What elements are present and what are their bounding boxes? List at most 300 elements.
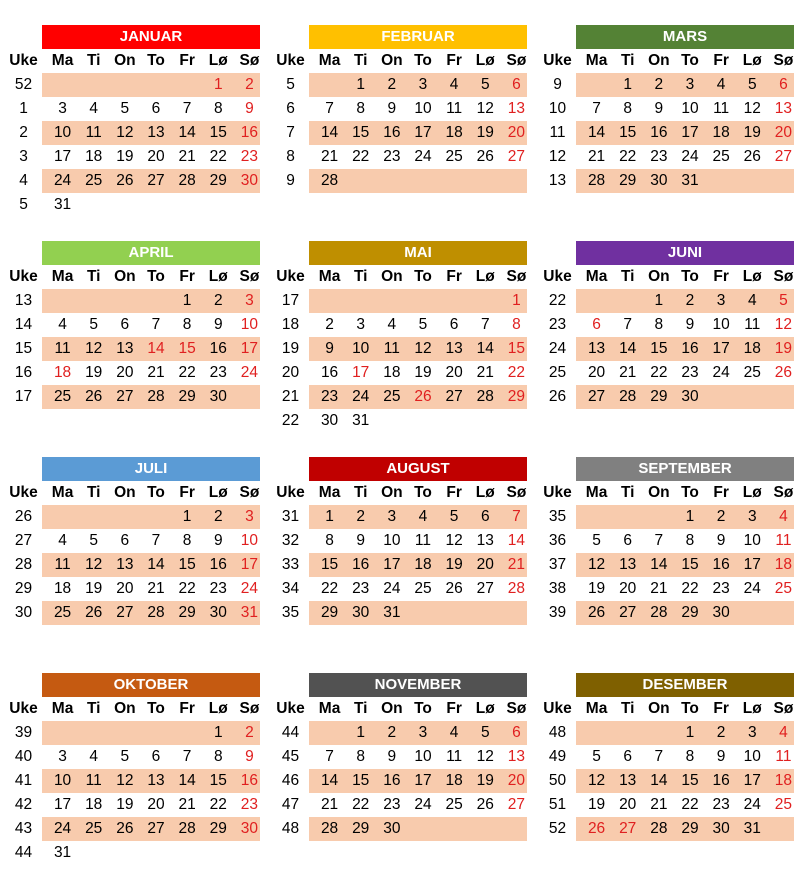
date: 28 — [320, 172, 339, 189]
weekday-header: Fr — [713, 700, 729, 717]
date: 20 — [147, 148, 165, 165]
week-row — [5, 841, 265, 865]
week-row — [272, 289, 532, 313]
weekday-header: Ma — [585, 700, 608, 717]
date: 14 — [476, 340, 494, 357]
week-number: 11 — [549, 124, 566, 141]
month-title: JULI — [42, 457, 260, 481]
week-number: 10 — [548, 100, 567, 117]
date: 7 — [654, 532, 664, 549]
date: 25 — [445, 148, 463, 165]
weekday-header: On — [114, 268, 136, 285]
date: 26 — [476, 796, 494, 813]
weekday-header: Sø — [506, 484, 527, 501]
date: 26 — [587, 604, 606, 621]
weekday-header: On — [114, 52, 136, 69]
weekday-header: Sø — [773, 52, 794, 69]
date: 3 — [685, 76, 695, 93]
weekday-header: To — [147, 484, 165, 501]
date: 14 — [320, 124, 339, 141]
weekday-header: Lø — [475, 268, 495, 285]
date: 10 — [383, 532, 401, 549]
date: 29 — [681, 604, 699, 621]
holiday-date: 26 — [587, 820, 606, 837]
date: 19 — [476, 772, 494, 789]
weekday-header: Fr — [446, 52, 462, 69]
week-number: 52 — [548, 820, 567, 837]
date: 10 — [743, 748, 761, 765]
date: 12 — [743, 100, 761, 117]
holiday-date: 29 — [507, 388, 526, 405]
week-row — [272, 409, 532, 433]
date: 26 — [116, 820, 134, 837]
weekday-header: Sø — [239, 700, 260, 717]
date: 22 — [352, 148, 370, 165]
week-row — [539, 529, 799, 553]
date: 16 — [712, 772, 730, 789]
month-title: JUNI — [576, 241, 794, 265]
weekday-header: To — [414, 52, 432, 69]
week-row — [272, 73, 532, 97]
date: 13 — [147, 772, 165, 789]
week-row — [272, 337, 532, 361]
holiday-date: 6 — [592, 316, 601, 333]
holiday-date: 17 — [352, 364, 370, 381]
week-row — [272, 169, 532, 193]
week-number: 17 — [14, 388, 33, 405]
date: 9 — [716, 748, 726, 765]
week-row — [272, 121, 532, 145]
date: 24 — [414, 148, 432, 165]
weekday-header: Ti — [86, 700, 101, 717]
date: 20 — [476, 556, 494, 573]
date: 13 — [587, 340, 606, 357]
week-number: 52 — [14, 76, 33, 93]
date: 14 — [650, 556, 668, 573]
week-number: 44 — [14, 844, 33, 861]
date: 7 — [623, 316, 632, 333]
date: 12 — [476, 748, 494, 765]
weekday-header: Sø — [239, 268, 260, 285]
date: 13 — [116, 340, 134, 357]
weekday-header: Fr — [713, 484, 729, 501]
date: 29 — [681, 820, 699, 837]
week-number: 6 — [286, 100, 295, 117]
weekday-header: Sø — [773, 268, 794, 285]
week-row — [5, 145, 265, 169]
holiday-date: 31 — [240, 604, 259, 621]
date: 3 — [418, 76, 428, 93]
holiday-date: 11 — [775, 532, 792, 549]
week-number: 32 — [281, 532, 300, 549]
week-number: 3 — [19, 148, 28, 165]
date: 10 — [414, 100, 432, 117]
holiday-date: 15 — [178, 340, 196, 357]
date: 25 — [712, 148, 730, 165]
date: 30 — [681, 388, 699, 405]
weekday-header-row — [5, 265, 265, 289]
date: 23 — [650, 148, 668, 165]
holiday-date: 26 — [414, 388, 432, 405]
weekday-header: Fr — [179, 484, 195, 501]
week-row — [5, 601, 265, 625]
date: 28 — [476, 388, 494, 405]
week-number: 35 — [548, 508, 567, 525]
week-row — [272, 721, 532, 745]
holiday-date: 17 — [240, 556, 259, 573]
date: 30 — [712, 820, 730, 837]
date: 26 — [445, 580, 463, 597]
week-row — [539, 721, 799, 745]
date: 10 — [681, 100, 699, 117]
weekday-header: Ma — [585, 484, 608, 501]
holiday-date: 3 — [245, 292, 254, 309]
week-row — [539, 385, 799, 409]
week-row — [5, 97, 265, 121]
weekday-header: Lø — [208, 484, 228, 501]
week-row — [539, 289, 799, 313]
weekday-header: Ma — [585, 268, 608, 285]
month-title: APRIL — [42, 241, 260, 265]
date: 7 — [325, 100, 334, 117]
holiday-date: 6 — [512, 76, 521, 93]
date: 13 — [116, 556, 134, 573]
week-row — [5, 361, 265, 385]
week-row — [5, 73, 265, 97]
weekday-header: Ma — [51, 268, 74, 285]
holiday-date: 22 — [507, 364, 526, 381]
weekday-header: Ti — [620, 52, 635, 69]
date: 1 — [685, 508, 695, 525]
week-row — [539, 145, 799, 169]
date: 7 — [480, 316, 490, 333]
week-number: 35 — [281, 604, 300, 621]
week-row — [539, 505, 799, 529]
week-number: 13 — [548, 172, 567, 189]
date: 14 — [587, 124, 606, 141]
date: 20 — [116, 364, 134, 381]
week-number: 24 — [548, 340, 567, 357]
weekday-header: On — [381, 484, 403, 501]
date: 22 — [320, 580, 339, 597]
date: 18 — [445, 124, 463, 141]
week-row — [539, 121, 799, 145]
date: 5 — [120, 748, 130, 765]
date: 7 — [151, 316, 161, 333]
weekday-header: Ti — [620, 484, 635, 501]
date: 28 — [147, 388, 165, 405]
holiday-date: 11 — [775, 748, 792, 765]
date: 5 — [592, 748, 601, 765]
date: 3 — [58, 748, 67, 765]
weekday-header: Ti — [353, 484, 368, 501]
date: 21 — [320, 796, 339, 813]
weekday-header: Fr — [179, 700, 195, 717]
week-row — [272, 577, 532, 601]
week-number: 40 — [14, 748, 33, 765]
week-row — [539, 745, 799, 769]
date: 4 — [449, 76, 459, 93]
week-number: 31 — [281, 508, 300, 525]
weekday-header: Lø — [742, 52, 762, 69]
weekday-header: To — [147, 52, 165, 69]
date: 25 — [445, 796, 463, 813]
date: 29 — [209, 820, 227, 837]
date: 21 — [320, 148, 339, 165]
date: 25 — [85, 172, 103, 189]
date: 19 — [743, 124, 761, 141]
date: 4 — [418, 508, 428, 525]
date: 12 — [116, 124, 134, 141]
week-row — [272, 553, 532, 577]
date: 8 — [213, 748, 223, 765]
date: 30 — [352, 604, 370, 621]
date: 24 — [383, 580, 401, 597]
week-number: 39 — [14, 724, 33, 741]
date: 31 — [53, 844, 72, 861]
week-row — [539, 73, 799, 97]
date: 4 — [387, 316, 397, 333]
weekday-header: Lø — [742, 484, 762, 501]
date: 3 — [747, 724, 757, 741]
week-number: 36 — [548, 532, 567, 549]
holiday-date: 15 — [507, 340, 526, 357]
week-number: 48 — [548, 724, 567, 741]
date: 19 — [587, 580, 606, 597]
week-number-header: Uke — [543, 268, 572, 285]
holiday-date: 13 — [774, 100, 793, 117]
weekday-header: To — [681, 700, 699, 717]
date: 8 — [685, 532, 695, 549]
date: 5 — [120, 100, 130, 117]
date: 8 — [685, 748, 695, 765]
weekday-header: Ma — [51, 484, 74, 501]
date: 19 — [445, 556, 463, 573]
date: 7 — [592, 100, 601, 117]
weekday-header: Lø — [208, 700, 228, 717]
date: 16 — [681, 340, 699, 357]
date: 11 — [713, 100, 730, 117]
date: 30 — [383, 820, 401, 837]
weekday-header: Sø — [239, 484, 260, 501]
month-title: AUGUST — [309, 457, 527, 481]
date: 20 — [147, 796, 165, 813]
date: 17 — [743, 772, 761, 789]
date: 29 — [619, 172, 637, 189]
date: 24 — [681, 148, 699, 165]
date: 31 — [743, 820, 761, 837]
date: 11 — [54, 556, 71, 573]
weekday-header: Sø — [506, 52, 527, 69]
date: 22 — [681, 796, 699, 813]
date: 22 — [178, 580, 196, 597]
date: 18 — [414, 556, 432, 573]
week-row — [539, 361, 799, 385]
date: 21 — [476, 364, 494, 381]
date: 28 — [178, 172, 196, 189]
date: 15 — [209, 772, 227, 789]
holiday-date: 20 — [507, 772, 526, 789]
date: 5 — [747, 76, 757, 93]
weekday-header: Fr — [713, 52, 729, 69]
date: 7 — [654, 748, 664, 765]
weekday-header: Lø — [208, 268, 228, 285]
weekday-header: On — [381, 268, 403, 285]
weekday-header: Ti — [620, 268, 635, 285]
date: 15 — [650, 340, 668, 357]
holiday-date: 1 — [213, 76, 223, 93]
date: 9 — [716, 532, 726, 549]
date: 3 — [716, 292, 726, 309]
week-number: 49 — [548, 748, 567, 765]
date: 14 — [178, 772, 196, 789]
date: 27 — [476, 580, 494, 597]
week-number: 39 — [548, 604, 567, 621]
date: 19 — [116, 148, 134, 165]
date: 31 — [383, 604, 401, 621]
week-row — [5, 337, 265, 361]
date: 8 — [623, 100, 632, 117]
week-row — [5, 721, 265, 745]
date: 27 — [587, 388, 606, 405]
date: 20 — [116, 580, 134, 597]
date: 16 — [352, 556, 370, 573]
week-number: 23 — [548, 316, 567, 333]
month-title: OKTOBER — [42, 673, 260, 697]
date: 12 — [587, 556, 606, 573]
date: 22 — [681, 580, 699, 597]
weekday-header: Ti — [353, 700, 368, 717]
weekday-header: Ti — [620, 700, 635, 717]
date: 8 — [182, 316, 192, 333]
week-number: 20 — [281, 364, 300, 381]
date: 18 — [445, 772, 463, 789]
date: 15 — [209, 124, 227, 141]
date: 26 — [476, 148, 494, 165]
date: 6 — [151, 100, 161, 117]
date: 29 — [320, 604, 339, 621]
date: 27 — [116, 604, 134, 621]
weekday-header: Ti — [86, 52, 101, 69]
date: 22 — [650, 364, 668, 381]
date: 4 — [449, 724, 459, 741]
weekday-header-row — [272, 265, 532, 289]
date: 1 — [325, 508, 334, 525]
weekday-header: Fr — [446, 268, 462, 285]
date: 12 — [414, 340, 432, 357]
week-row — [5, 745, 265, 769]
week-number: 15 — [14, 340, 33, 357]
weekday-header: To — [681, 52, 699, 69]
date: 9 — [213, 316, 223, 333]
holiday-date: 27 — [507, 148, 526, 165]
week-row — [539, 553, 799, 577]
weekday-header-row — [5, 697, 265, 721]
weekday-header: Ma — [585, 52, 608, 69]
weekday-header: Lø — [742, 268, 762, 285]
date: 6 — [449, 316, 459, 333]
date: 2 — [213, 508, 223, 525]
date: 24 — [352, 388, 370, 405]
date: 24 — [712, 364, 730, 381]
date: 25 — [85, 820, 103, 837]
date: 17 — [414, 772, 432, 789]
date: 19 — [116, 796, 134, 813]
date: 25 — [743, 364, 761, 381]
date: 10 — [53, 124, 72, 141]
date: 5 — [449, 508, 459, 525]
holiday-date: 3 — [245, 508, 254, 525]
holiday-date: 4 — [779, 508, 788, 525]
date: 9 — [387, 748, 397, 765]
date: 3 — [387, 508, 397, 525]
date: 24 — [743, 796, 761, 813]
date: 26 — [85, 388, 103, 405]
date: 12 — [85, 556, 103, 573]
holiday-date: 21 — [507, 556, 526, 573]
date: 14 — [178, 124, 196, 141]
weekday-header: Sø — [773, 484, 794, 501]
date: 22 — [178, 364, 196, 381]
date: 10 — [352, 340, 370, 357]
date: 22 — [619, 148, 637, 165]
holiday-date: 8 — [512, 316, 521, 333]
holiday-date: 28 — [507, 580, 526, 597]
date: 18 — [743, 340, 761, 357]
date: 6 — [151, 748, 161, 765]
date: 18 — [85, 796, 103, 813]
weekday-header: To — [414, 484, 432, 501]
week-number: 18 — [281, 316, 300, 333]
date: 11 — [85, 772, 102, 789]
date: 8 — [325, 532, 334, 549]
holiday-date: 27 — [507, 796, 526, 813]
weekday-header: Sø — [239, 52, 260, 69]
date: 18 — [85, 148, 103, 165]
date: 5 — [418, 316, 428, 333]
date: 24 — [53, 820, 72, 837]
date: 21 — [178, 148, 196, 165]
week-row — [272, 97, 532, 121]
holiday-date: 24 — [240, 364, 259, 381]
weekday-header-row — [272, 49, 532, 73]
date: 4 — [747, 292, 757, 309]
date: 22 — [209, 796, 227, 813]
date: 6 — [120, 532, 130, 549]
week-number: 22 — [548, 292, 567, 309]
week-number: 2 — [19, 124, 28, 141]
date: 1 — [356, 724, 365, 741]
holiday-date: 9 — [245, 100, 254, 117]
date: 15 — [619, 124, 637, 141]
week-number: 7 — [286, 124, 295, 141]
date: 22 — [209, 148, 227, 165]
date: 23 — [352, 580, 370, 597]
date: 31 — [53, 196, 72, 213]
date: 20 — [445, 364, 463, 381]
holiday-date: 20 — [507, 124, 526, 141]
date: 14 — [320, 772, 339, 789]
week-number: 29 — [14, 580, 33, 597]
date: 9 — [325, 340, 334, 357]
date: 6 — [480, 508, 490, 525]
date: 28 — [320, 820, 339, 837]
date: 18 — [53, 580, 72, 597]
date: 5 — [592, 532, 601, 549]
week-row — [5, 193, 265, 217]
weekday-header: Lø — [742, 700, 762, 717]
date: 15 — [681, 772, 699, 789]
